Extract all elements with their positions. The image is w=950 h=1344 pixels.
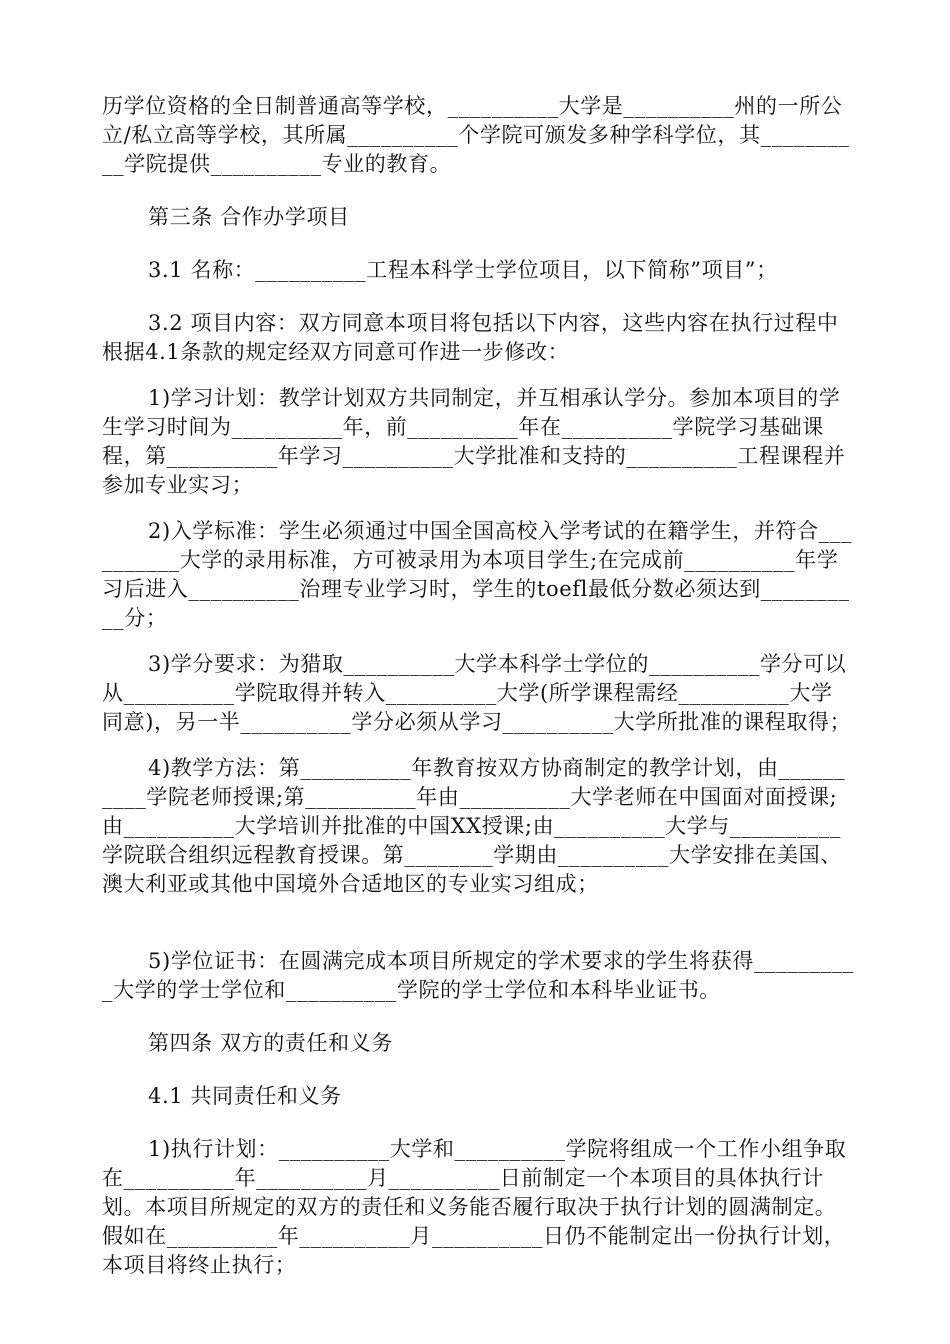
article-4-heading: 第四条 双方的责任和义务 — [148, 1031, 393, 1055]
item-degree-certificate: 5)学位证书：在圆满完成本项目所规定的学术要求的学生将获得__________大学的学士学位和__________学院的学士学位和本科毕业证书。 — [102, 949, 854, 1002]
document-page — [102, 92, 854, 1280]
item-teaching-method: 4)教学方法：第__________年教育按双方协商制定的教学计划，由__________学院老师授课;第__________年由__________大学老师在中国面对面授课;由__________大学培训并批准的中国XX授课;由__________大学与__________学院联合组织远程教育授课。第________学期由__________大学安排在美国、澳大利亚或其他中国境外合适地区的专业实习组成； — [102, 756, 846, 896]
paragraph-school-description: 历学位资格的全日制普通高等学校，__________大学是__________州的一所公立/私立高等学校，其所属__________个学院可颁发多种学科学位，其__________学院提供__________专业的教育。 — [102, 94, 850, 176]
clause-3-2-content: 3.2 项目内容：双方同意本项目将包括以下内容，这些内容在执行过程中根据4.1条款的规定经双方同意可作进一步修改： — [102, 311, 839, 364]
item-execution-plan: 1)执行计划：__________大学和__________学院将组成一个工作小组争取在__________年__________月__________日前制定一个本项目的具体执行计划。本项目所规定的双方的责任和义务能否履行取决于执行计划的圆满制定。假如在__________年__________月__________日仍不能制定出一份执行计划，本项目将终止执行； — [102, 1137, 847, 1277]
clause-4-1-heading: 4.1 共同责任和义务 — [148, 1084, 342, 1108]
item-admission-standard: 2)入学标准：学生必须通过中国全国高校入学考试的在籍学生，并符合__________大学的录用标准，方可被录用为本项目学生;在完成前__________年学习后进入__________治理专业学习时，学生的toefl最低分数必须达到__________分； — [102, 519, 853, 630]
item-study-plan: 1)学习计划：教学计划双方共同制定，并互相承认学分。参加本项目的学生学习时间为__________年，前__________年在__________学院学习基础课程，第__________年学习__________大学批准和支持的__________工程课程并参加专业实习； — [102, 386, 846, 497]
clause-3-1-name: 3.1 名称：__________工程本科学士学位项目，以下简称”项目”； — [148, 258, 778, 282]
item-credit-requirement: 3)学分要求：为猎取__________大学本科学士学位的__________学分可以从__________学院取得并转入__________大学(所学课程需经__________大学同意)，另一半__________学分必须从学习__________大学所批准的课程取得； — [102, 652, 852, 734]
article-3-heading: 第三条 合作办学项目 — [148, 205, 350, 229]
